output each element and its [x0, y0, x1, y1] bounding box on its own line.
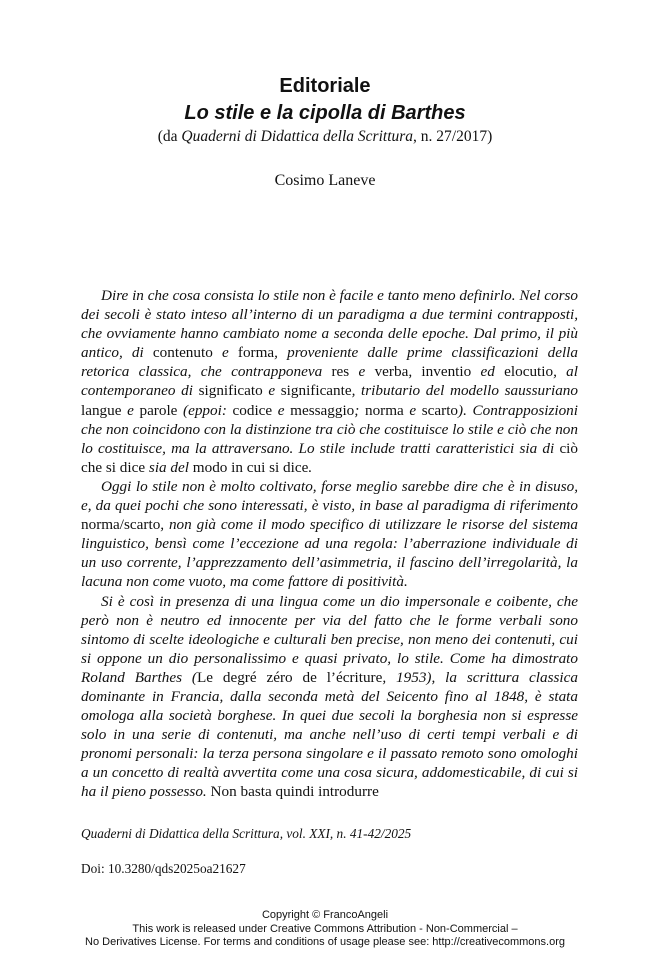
- text-run: ciò che si dice: [81, 439, 578, 476]
- text-run: e: [272, 401, 291, 419]
- text-run: res: [331, 363, 350, 381]
- text-run: norma: [364, 401, 404, 419]
- source-prefix: (da: [157, 128, 182, 145]
- doi-footer: Doi: 10.3280/qds2025oa21627: [81, 861, 246, 876]
- text-run: e: [121, 401, 140, 419]
- license-line-1: This work is released under Creative Commons Attribution - Non-Commercial –: [132, 922, 518, 935]
- text-run: verba: [374, 363, 409, 381]
- text-run: codice: [232, 401, 273, 419]
- copyright-line: Copyright © FrancoAngeli: [261, 909, 389, 921]
- text-run: e: [212, 344, 238, 362]
- text-run: inventio: [421, 363, 472, 381]
- text-run: e: [403, 401, 422, 419]
- paragraph-3: [81, 592, 578, 802]
- text-run: , non già come il modo specifico di utilizzare le risorse del sistema linguistico, bensì come l’eccezione ad una regola: l’aberrazione individuale di un uso corrente, l’apprezzamento dell’asimmetria, il fascino dell’irregolarità, la lacuna non come vuoto, ma come fattore di positività.: [81, 516, 578, 591]
- text-run: , tributario del modello saussuriano: [351, 382, 578, 400]
- text-run: Dire in che cosa consista lo stile non è facile e tanto meno definirlo. Nel corso dei secoli è stato inteso all’interno di un paradigma a due termini contrapposti, che ovviamente hanno cambiato nome a seconda delle epoche. Dal primo, il più antico, di: [81, 287, 578, 362]
- text-run: ;: [354, 401, 365, 419]
- article-body: [81, 286, 578, 802]
- text-run: e: [349, 363, 375, 381]
- text-run: modo in cui si dice: [192, 458, 309, 476]
- text-run: norma/scarto: [81, 516, 161, 534]
- text-run: messaggio: [290, 401, 355, 419]
- source-suffix: , n. 27/2017): [413, 128, 493, 145]
- text-run: e: [262, 382, 281, 400]
- text-run: parole: [139, 401, 178, 419]
- text-run: significante: [280, 382, 352, 400]
- text-run: scarto: [421, 401, 459, 419]
- text-run: Le degré zéro de l’écriture: [196, 668, 383, 686]
- text-run: ). Contrapposizioni che non coincidono con la distinzione tra ciò che costituisce lo stile e ciò che non lo costituisce, ma la attraversano. Lo stile include tratti caratteristici sia di: [81, 401, 578, 457]
- text-run: elocutio: [504, 363, 554, 381]
- text-run: Oggi lo stile non è molto coltivato, forse meglio sarebbe dire che è in disuso, e, da quei pochi che sono interessati, è visto, in base al paradigma di riferimento: [81, 477, 578, 515]
- paragraph-2: [81, 477, 578, 592]
- section-kicker: Editoriale: [279, 75, 371, 97]
- source-journal: Quaderni di Didattica della Scrittura: [181, 128, 414, 145]
- text-run: ,: [408, 363, 422, 381]
- text-run: , proveniente dalle prime classificazioni della retorica classica, che contrapponeva: [81, 344, 578, 381]
- text-run: Si è così in presenza di una lingua come un dio impersonale e coibente, che però non è neutro ed innocente per via del fatto che le forme verbali sono sintomo di scelte ideologiche e culturali ben precise, non meno dei contenuti, cui si oppone un dio personalissimo e quasi privato, lo stile. Come ha dimostrato Roland Barthes (: [81, 592, 578, 686]
- text-run: significato: [198, 382, 263, 400]
- text-run: (eppoi:: [177, 401, 233, 419]
- text-run: contenuto: [152, 344, 213, 362]
- text-run: ed: [471, 363, 505, 381]
- article-title: Lo stile e la cipolla di Barthes: [184, 102, 466, 124]
- text-run: sia del: [145, 458, 193, 476]
- text-run: .: [308, 458, 313, 476]
- license-line-2: No Derivatives License. For terms and conditions of usage please see: http://creativecommons.org: [85, 936, 565, 948]
- paragraph-1: [81, 286, 578, 477]
- author-name: Cosimo Laneve: [274, 172, 376, 189]
- text-run: , al contemporaneo di: [81, 363, 578, 400]
- text-run: langue: [81, 401, 122, 419]
- article-header: [0, 73, 650, 191]
- license-notice: [0, 909, 650, 950]
- source-citation: [0, 127, 650, 146]
- text-run: , 1953), la scrittura classica dominante in Francia, dalla seconda metà del Seicento fino al 1848, è stata omologa alla società borghese. In quei due secoli la borghesia non si espresse solo in una serie di contenuti, ma anche nell’uso di certi tempi verbali e di pronomi personali: la terza persona singolare e il passato remoto sono omologhi a un concetto di realtà avvertita come una cosa sicura, addomesticabile, di cui si ha il pieno possesso.: [81, 668, 578, 801]
- journal-footer: Quaderni di Didattica della Scrittura, vol. XXI, n. 41-42/2025: [81, 826, 412, 841]
- text-run: forma: [237, 344, 275, 362]
- text-run: Non basta quindi introdurre: [210, 783, 379, 801]
